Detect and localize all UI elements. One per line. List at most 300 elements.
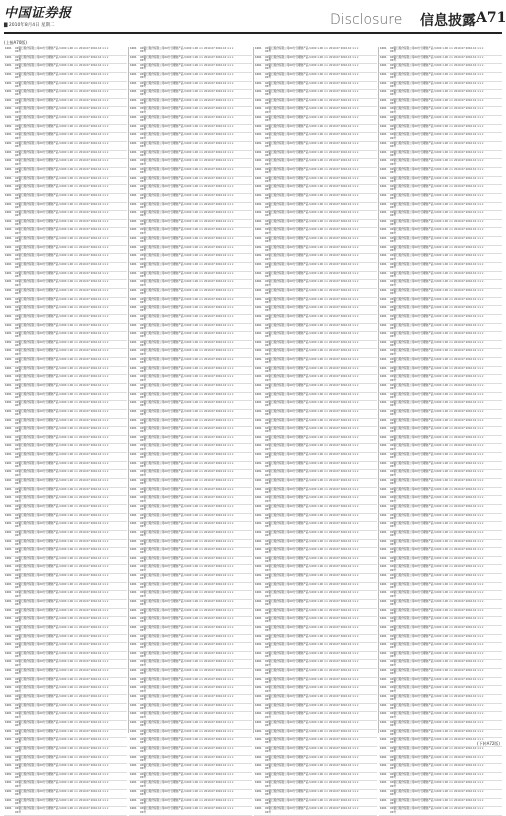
product-code: 1001: [255, 202, 262, 206]
table-row: [4, 531, 127, 540]
product-code: 1001: [5, 530, 12, 534]
product-figures: 3,000 1.00 ×× 2010.07 2010.10 ×××: [434, 366, 484, 370]
table-row: [4, 254, 127, 263]
product-name: XX银行股份有限公司XX分行理财产品XX号: [140, 90, 184, 97]
product-figures: 3,000 1.00 ×× 2010.07 2010.10 ×××: [59, 211, 109, 215]
product-figures: 3,000 1.00 ×× 2010.07 2010.10 ×××: [184, 712, 234, 716]
product-code: 1001: [380, 193, 387, 197]
product-figures: 3,000 1.00 ×× 2010.07 2010.10 ×××: [59, 81, 109, 85]
product-code: 1001: [5, 582, 12, 586]
product-figures: 3,000 1.00 ×× 2010.07 2010.10 ×××: [59, 617, 109, 621]
product-figures: 3,000 1.00 ×× 2010.07 2010.10 ×××: [434, 790, 484, 794]
product-figures: 3,000 1.00 ×× 2010.07 2010.10 ×××: [184, 435, 234, 439]
product-code: 1001: [130, 297, 137, 301]
product-figures: 3,000 1.00 ×× 2010.07 2010.10 ×××: [59, 755, 109, 759]
product-code: 1001: [380, 479, 387, 483]
product-code: 1001: [5, 729, 12, 733]
product-figures: 3,000 1.00 ×× 2010.07 2010.10 ×××: [309, 798, 359, 802]
product-name: XX银行股份有限公司XX分行理财产品XX号: [265, 193, 309, 201]
product-code: 1001: [5, 81, 12, 85]
product-figures: 3,000 1.00 ×× 2010.07 2010.10 ×××: [59, 159, 109, 163]
product-code: 1001: [255, 427, 262, 431]
product-code: 1001: [255, 738, 262, 742]
product-code: 1001: [130, 142, 137, 146]
product-name: XX银行股份有限公司XX分行理财产品XX号: [140, 729, 184, 736]
product-code: 1001: [5, 738, 12, 742]
product-figures: 3,000 1.00 ×× 2010.07 2010.10 ×××: [59, 487, 109, 491]
product-figures: 3,000 1.00 ×× 2010.07 2010.10 ×××: [184, 669, 234, 673]
table-row: [254, 453, 377, 462]
table-row: [4, 721, 127, 730]
product-name: XX银行股份有限公司XX分行理财产品XX号: [265, 755, 309, 762]
product-code: 1001: [255, 280, 262, 284]
product-figures: 3,000 1.00 ×× 2010.07 2010.10 ×××: [184, 600, 234, 603]
table-row: [254, 531, 377, 540]
table-row: [129, 64, 252, 73]
product-figures: 3,000 1.00 ×× 2010.07 2010.10 ×××: [434, 418, 484, 422]
table-row: [254, 427, 377, 436]
table-row: [254, 548, 377, 557]
product-code: 1001: [130, 263, 137, 267]
table-row: [4, 280, 127, 289]
table-row: [379, 626, 502, 635]
product-name: XX银行股份有限公司XX分行理财产品XX号: [390, 314, 434, 322]
product-name: XX银行股份有限公司XX分行理财产品XX号: [15, 582, 59, 589]
product-figures: 3,000 1.00 ×× 2010.07 2010.10 ×××: [59, 90, 109, 94]
product-code: 1001: [380, 116, 387, 120]
table-row: [254, 669, 377, 678]
product-code: 1001: [5, 461, 12, 465]
product-code: 1001: [380, 72, 387, 76]
product-figures: 3,000 1.00 ×× 2010.07 2010.10 ×××: [434, 409, 484, 413]
table-row: [4, 643, 127, 652]
product-code: 1001: [255, 548, 262, 552]
product-name: XX银行股份有限公司XX分行理财产品XX号: [15, 807, 59, 814]
table-row: [379, 548, 502, 557]
table-row: [379, 470, 502, 479]
table-row: [254, 315, 377, 324]
product-figures: 3,000 1.00 ×× 2010.07 2010.10 ×××: [59, 254, 109, 258]
product-name: XX银行股份有限公司XX分行理财产品XX号: [15, 651, 59, 659]
product-figures: 3,000 1.00 ×× 2010.07 2010.10 ×××: [309, 669, 359, 673]
table-row: [254, 306, 377, 315]
product-figures: 3,000 1.00 ×× 2010.07 2010.10 ×××: [184, 237, 234, 241]
product-name: XX银行股份有限公司XX分行理财产品XX号: [15, 375, 59, 382]
product-figures: 3,000 1.00 ×× 2010.07 2010.10 ×××: [59, 798, 109, 802]
product-figures: 3,000 1.00 ×× 2010.07 2010.10 ×××: [309, 185, 359, 189]
product-name: XX银行股份有限公司XX分行理财产品XX号: [15, 479, 59, 486]
product-name: XX银行股份有限公司XX分行理财产品XX号: [390, 98, 434, 106]
product-code: 1001: [380, 245, 387, 249]
product-name: XX银行股份有限公司XX分行理财产品XX号: [140, 366, 184, 373]
table-row: [129, 643, 252, 652]
product-figures: 3,000 1.00 ×× 2010.07 2010.10 ×××: [434, 383, 484, 387]
product-figures: 3,000 1.00 ×× 2010.07 2010.10 ×××: [434, 297, 484, 301]
product-name: XX银行股份有限公司XX分行理财产品XX号: [140, 245, 184, 252]
table-row: [379, 781, 502, 790]
table-row: [254, 496, 377, 505]
table-row: [4, 574, 127, 583]
product-figures: 3,000 1.00 ×× 2010.07 2010.10 ×××: [309, 202, 359, 206]
table-row: [379, 522, 502, 531]
table-row: [129, 107, 252, 116]
product-name: XX银行股份有限公司XX分行理财产品XX号: [390, 712, 434, 719]
product-figures: 3,000 1.00 ×× 2010.07 2010.10 ×××: [59, 556, 109, 560]
product-figures: 3,000 1.00 ×× 2010.07 2010.10 ×××: [184, 245, 234, 249]
table-row: [379, 176, 502, 189]
product-figures: 3,000 1.00 ×× 2010.07 2010.10 ×××: [309, 159, 359, 163]
product-name: XX银行股份有限公司XX分行理财产品XX号: [265, 349, 309, 356]
product-figures: 3,000 1.00 ×× 2010.07 2010.10 ×××: [184, 764, 234, 768]
product-name: XX银行股份有限公司XX分行理财产品XX号: [390, 271, 434, 278]
product-figures: 3,000 1.00 ×× 2010.07 2010.10 ×××: [434, 254, 484, 258]
product-name: XX银行股份有限公司XX分行理财产品XX号: [390, 643, 434, 650]
product-name: XX银行股份有限公司XX分行理财产品XX号: [265, 591, 309, 598]
product-name: XX银行股份有限公司XX分行理财产品XX号: [140, 142, 184, 149]
product-figures: 3,000 1.00 ×× 2010.07 2010.10 ×××: [184, 142, 234, 146]
table-row: [379, 228, 502, 237]
product-name: XX银行股份有限公司XX分行理财产品XX号: [140, 461, 184, 468]
product-code: 1001: [130, 556, 137, 560]
product-name: XX银行股份有限公司XX分行理财产品XX号: [265, 807, 309, 814]
product-figures: 3,000 1.00 ×× 2010.07 2010.10 ×××: [309, 513, 359, 517]
product-name: XX银行股份有限公司XX分行理财产品XX号: [265, 738, 309, 745]
product-name: XX银行股份有限公司XX分行理财产品XX号: [390, 539, 434, 546]
table-row: [379, 280, 502, 289]
product-figures: 3,000 1.00 ×× 2010.07 2010.10 ×××: [309, 64, 359, 68]
product-name: XX银行股份有限公司XX分行理财产品XX号: [15, 781, 59, 788]
product-figures: 3,000 1.00 ×× 2010.07 2010.10 ×××: [59, 444, 109, 448]
table-row: [254, 790, 377, 799]
table-row: [129, 764, 252, 773]
product-figures: 3,000 1.00 ×× 2010.07 2010.10 ×××: [184, 358, 234, 362]
product-code: 1001: [380, 254, 387, 258]
table-row: [379, 643, 502, 652]
product-code: 1001: [255, 600, 262, 603]
table-row: [129, 418, 252, 431]
product-figures: 3,000 1.00 ×× 2010.07 2010.10 ×××: [434, 444, 484, 448]
product-name: XX银行股份有限公司XX分行理财产品XX号: [15, 565, 59, 572]
product-name: XX银行股份有限公司XX分行理财产品XX号: [15, 332, 59, 339]
product-code: 1001: [5, 764, 12, 768]
product-figures: 3,000 1.00 ×× 2010.07 2010.10 ×××: [309, 479, 359, 483]
product-code: 1001: [255, 133, 262, 137]
table-row: [129, 349, 252, 358]
product-figures: 3,000 1.00 ×× 2010.07 2010.10 ×××: [309, 81, 359, 85]
product-code: 1001: [380, 746, 387, 750]
product-figures: 3,000 1.00 ×× 2010.07 2010.10 ×××: [434, 211, 484, 215]
product-code: 1001: [380, 625, 387, 629]
product-figures: 3,000 1.00 ×× 2010.07 2010.10 ×××: [434, 314, 484, 318]
product-figures: 3,000 1.00 ×× 2010.07 2010.10 ×××: [309, 323, 359, 327]
product-figures: 3,000 1.00 ×× 2010.07 2010.10 ×××: [59, 228, 109, 232]
product-figures: 3,000 1.00 ×× 2010.07 2010.10 ×××: [309, 539, 359, 543]
product-code: 1001: [5, 349, 12, 353]
table-row: [379, 237, 502, 246]
product-figures: 3,000 1.00 ×× 2010.07 2010.10 ×××: [434, 522, 484, 526]
table-row: [129, 505, 252, 514]
product-code: 1001: [130, 427, 137, 431]
product-name: XX银行股份有限公司XX分行理财产品XX号: [140, 504, 184, 512]
product-code: 1001: [255, 729, 262, 733]
product-name: XX银行股份有限公司XX分行理财产品XX号: [140, 608, 184, 615]
table-row: [129, 263, 252, 272]
table-row: [254, 289, 377, 298]
product-figures: 3,000 1.00 ×× 2010.07 2010.10 ×××: [184, 72, 234, 76]
table-row: [4, 747, 127, 756]
product-name: XX银行股份有限公司XX分行理财产品XX号: [265, 107, 309, 114]
product-name: XX银行股份有限公司XX分行理财产品XX号: [265, 340, 309, 347]
product-code: 1001: [5, 453, 12, 457]
product-code: 1001: [5, 600, 12, 603]
product-name: XX银行股份有限公司XX分行理财产品XX号: [15, 444, 59, 451]
product-code: 1001: [5, 323, 12, 327]
product-name: XX银行股份有限公司XX分行理财产品XX号: [265, 81, 309, 88]
table-row: [129, 323, 252, 336]
product-name: XX银行股份有限公司XX分行理财产品XX号: [390, 461, 434, 468]
product-figures: 3,000 1.00 ×× 2010.07 2010.10 ×××: [434, 781, 484, 785]
product-figures: 3,000 1.00 ×× 2010.07 2010.10 ×××: [309, 176, 359, 180]
product-code: 1001: [130, 47, 137, 50]
product-code: 1001: [5, 798, 12, 802]
product-name: XX银行股份有限公司XX分行理财产品XX号: [140, 677, 184, 684]
product-name: XX银行股份有限公司XX分行理财产品XX号: [390, 64, 434, 71]
product-name: XX银行股份有限公司XX分行理财产品XX号: [15, 617, 59, 624]
table-row: [254, 176, 377, 189]
product-name: XX银行股份有限公司XX分行理财产品XX号: [390, 513, 434, 520]
product-name: XX银行股份有限公司XX分行理财产品XX号: [140, 55, 184, 62]
product-code: 1001: [380, 142, 387, 146]
product-name: XX银行股份有限公司XX分行理财产品XX号: [15, 755, 59, 762]
product-figures: 3,000 1.00 ×× 2010.07 2010.10 ×××: [184, 798, 234, 802]
table-row: [129, 444, 252, 453]
product-figures: 3,000 1.00 ×× 2010.07 2010.10 ×××: [59, 349, 109, 353]
product-figures: 3,000 1.00 ×× 2010.07 2010.10 ×××: [184, 617, 234, 621]
product-name: XX银行股份有限公司XX分行理财产品XX号: [390, 323, 434, 330]
product-figures: 3,000 1.00 ×× 2010.07 2010.10 ×××: [59, 314, 109, 318]
product-code: 1001: [255, 150, 262, 154]
product-code: 1001: [255, 677, 262, 681]
table-row: [129, 254, 252, 263]
product-figures: 3,000 1.00 ×× 2010.07 2010.10 ×××: [59, 790, 109, 794]
product-figures: 3,000 1.00 ×× 2010.07 2010.10 ×××: [434, 548, 484, 552]
product-code: 1001: [130, 340, 137, 344]
table-row: [254, 591, 377, 600]
table-row: [379, 323, 502, 336]
product-figures: 3,000 1.00 ×× 2010.07 2010.10 ×××: [434, 167, 484, 171]
table-row: [379, 712, 502, 721]
product-figures: 3,000 1.00 ×× 2010.07 2010.10 ×××: [309, 772, 359, 776]
product-name: XX银行股份有限公司XX分行理财产品XX号: [15, 280, 59, 287]
product-name: XX银行股份有限公司XX分行理财产品XX号: [15, 677, 59, 684]
product-code: 1001: [255, 444, 262, 448]
product-figures: 3,000 1.00 ×× 2010.07 2010.10 ×××: [434, 738, 484, 742]
table-row: [129, 237, 252, 246]
product-figures: 3,000 1.00 ×× 2010.07 2010.10 ×××: [434, 47, 484, 50]
table-row: [379, 608, 502, 621]
product-code: 1001: [130, 306, 137, 310]
table-row: [254, 297, 377, 310]
table-row: [254, 358, 377, 367]
product-code: 1001: [255, 496, 262, 500]
product-code: 1001: [380, 582, 387, 586]
product-code: 1001: [380, 263, 387, 267]
product-figures: 3,000 1.00 ×× 2010.07 2010.10 ×××: [434, 669, 484, 673]
table-row: [4, 90, 127, 99]
product-figures: 3,000 1.00 ×× 2010.07 2010.10 ×××: [309, 582, 359, 586]
product-figures: 3,000 1.00 ×× 2010.07 2010.10 ×××: [434, 582, 484, 586]
product-figures: 3,000 1.00 ×× 2010.07 2010.10 ×××: [309, 340, 359, 344]
product-name: XX银行股份有限公司XX分行理财产品XX号: [390, 790, 434, 797]
product-name: XX银行股份有限公司XX分行理财产品XX号: [390, 651, 434, 659]
product-code: 1001: [5, 556, 12, 560]
product-name: XX银行股份有限公司XX分行理财产品XX号: [15, 306, 59, 313]
product-figures: 3,000 1.00 ×× 2010.07 2010.10 ×××: [309, 349, 359, 353]
product-name: XX银行股份有限公司XX分行理财产品XX号: [15, 98, 59, 106]
table-row: [129, 513, 252, 526]
product-figures: 3,000 1.00 ×× 2010.07 2010.10 ×××: [59, 47, 109, 50]
table-row: [254, 418, 377, 431]
product-code: 1001: [380, 219, 387, 223]
product-code: 1001: [255, 522, 262, 526]
product-code: 1001: [255, 72, 262, 76]
product-code: 1001: [5, 539, 12, 543]
product-name: XX银行股份有限公司XX分行理财产品XX号: [15, 409, 59, 417]
product-name: XX银行股份有限公司XX分行理财产品XX号: [15, 591, 59, 598]
product-name: XX银行股份有限公司XX分行理财产品XX号: [265, 712, 309, 719]
product-name: XX银行股份有限公司XX分行理财产品XX号: [265, 600, 309, 607]
product-figures: 3,000 1.00 ×× 2010.07 2010.10 ×××: [434, 176, 484, 180]
product-name: XX银行股份有限公司XX分行理财产品XX号: [140, 625, 184, 633]
table-row: [129, 695, 252, 704]
product-name: XX银行股份有限公司XX分行理财产品XX号: [15, 81, 59, 88]
product-code: 1001: [255, 418, 262, 422]
product-figures: 3,000 1.00 ×× 2010.07 2010.10 ×××: [309, 401, 359, 405]
product-name: XX银行股份有限公司XX分行理财产品XX号: [140, 340, 184, 347]
product-figures: 3,000 1.00 ×× 2010.07 2010.10 ×××: [309, 522, 359, 526]
product-code: 1001: [5, 669, 12, 673]
product-figures: 3,000 1.00 ×× 2010.07 2010.10 ×××: [434, 712, 484, 716]
table-row: [4, 289, 127, 298]
product-code: 1001: [380, 790, 387, 794]
table-row: [379, 211, 502, 220]
product-name: XX银行股份有限公司XX分行理财产品XX号: [265, 167, 309, 175]
table-row: [254, 764, 377, 773]
product-code: 1001: [130, 193, 137, 197]
product-name: XX银行股份有限公司XX分行理财产品XX号: [265, 418, 309, 425]
table-row: [129, 712, 252, 721]
product-name: XX银行股份有限公司XX分行理财产品XX号: [140, 349, 184, 356]
product-name: XX银行股份有限公司XX分行理财产品XX号: [15, 72, 59, 80]
product-figures: 3,000 1.00 ×× 2010.07 2010.10 ×××: [184, 176, 234, 180]
product-code: 1001: [130, 461, 137, 465]
product-code: 1001: [5, 254, 12, 258]
product-figures: 3,000 1.00 ×× 2010.07 2010.10 ×××: [309, 193, 359, 197]
product-name: XX银行股份有限公司XX分行理财产品XX号: [140, 444, 184, 451]
product-name: XX银行股份有限公司XX分行理财产品XX号: [265, 427, 309, 434]
product-figures: 3,000 1.00 ×× 2010.07 2010.10 ×××: [309, 444, 359, 448]
product-code: 1001: [380, 444, 387, 448]
product-code: 1001: [255, 539, 262, 543]
product-figures: 3,000 1.00 ×× 2010.07 2010.10 ×××: [59, 263, 109, 267]
product-code: 1001: [5, 219, 12, 223]
table-row: [254, 332, 377, 341]
product-figures: 3,000 1.00 ×× 2010.07 2010.10 ×××: [309, 142, 359, 146]
product-code: 1001: [5, 167, 12, 171]
product-name: XX银行股份有限公司XX分行理财产品XX号: [140, 401, 184, 408]
table-row: [254, 686, 377, 695]
product-figures: 3,000 1.00 ×× 2010.07 2010.10 ×××: [59, 142, 109, 146]
product-figures: 3,000 1.00 ×× 2010.07 2010.10 ×××: [434, 496, 484, 500]
product-name: XX银行股份有限公司XX分行理财产品XX号: [15, 548, 59, 555]
product-code: 1001: [130, 176, 137, 180]
continued-label: (上接A70版): [4, 40, 27, 45]
product-code: 1001: [5, 686, 12, 690]
product-code: 1001: [380, 409, 387, 413]
product-figures: 3,000 1.00 ×× 2010.07 2010.10 ×××: [309, 720, 359, 724]
table-row: [254, 539, 377, 552]
product-code: 1001: [380, 159, 387, 163]
product-code: 1001: [380, 634, 387, 638]
product-name: XX银行股份有限公司XX分行理财产品XX号: [390, 202, 434, 209]
product-name: XX银行股份有限公司XX分行理财产品XX号: [15, 228, 59, 235]
product-code: 1001: [380, 461, 387, 465]
product-code: 1001: [130, 738, 137, 742]
product-code: 1001: [255, 401, 262, 405]
product-figures: 3,000 1.00 ×× 2010.07 2010.10 ×××: [59, 496, 109, 500]
product-code: 1001: [255, 245, 262, 249]
product-code: 1001: [5, 651, 12, 655]
table-row: [4, 323, 127, 336]
product-figures: 3,000 1.00 ×× 2010.07 2010.10 ×××: [434, 288, 484, 292]
table-row: [4, 133, 127, 142]
product-figures: 3,000 1.00 ×× 2010.07 2010.10 ×××: [59, 340, 109, 344]
product-figures: 3,000 1.00 ×× 2010.07 2010.10 ×××: [184, 314, 234, 318]
product-name: XX银行股份有限公司XX分行理财产品XX号: [140, 72, 184, 80]
product-code: 1001: [5, 383, 12, 387]
product-figures: 3,000 1.00 ×× 2010.07 2010.10 ×××: [434, 245, 484, 249]
product-figures: 3,000 1.00 ×× 2010.07 2010.10 ×××: [184, 133, 234, 137]
product-figures: 3,000 1.00 ×× 2010.07 2010.10 ×××: [434, 90, 484, 94]
product-code: 1001: [380, 375, 387, 379]
product-code: 1001: [255, 340, 262, 344]
product-figures: 3,000 1.00 ×× 2010.07 2010.10 ×××: [309, 435, 359, 439]
product-code: 1001: [255, 643, 262, 647]
product-figures: 3,000 1.00 ×× 2010.07 2010.10 ×××: [59, 686, 109, 690]
product-figures: 3,000 1.00 ×× 2010.07 2010.10 ×××: [59, 660, 109, 664]
product-name: XX银行股份有限公司XX分行理财产品XX号: [140, 332, 184, 339]
table-row: [4, 444, 127, 453]
product-figures: 3,000 1.00 ×× 2010.07 2010.10 ×××: [309, 254, 359, 258]
product-code: 1001: [380, 314, 387, 318]
product-name: XX银行股份有限公司XX分行理财产品XX号: [140, 64, 184, 71]
product-figures: 3,000 1.00 ×× 2010.07 2010.10 ×××: [184, 323, 234, 327]
section-title-cn: 信息披露: [420, 13, 476, 29]
product-name: XX银行股份有限公司XX分行理财产品XX号: [390, 755, 434, 762]
product-figures: 3,000 1.00 ×× 2010.07 2010.10 ×××: [59, 746, 109, 750]
product-figures: 3,000 1.00 ×× 2010.07 2010.10 ×××: [309, 219, 359, 223]
product-code: 1001: [5, 314, 12, 318]
product-name: XX银行股份有限公司XX分行理财产品XX号: [15, 124, 59, 131]
product-code: 1001: [130, 366, 137, 370]
product-name: XX银行股份有限公司XX分行理财产品XX号: [140, 755, 184, 762]
product-figures: 3,000 1.00 ×× 2010.07 2010.10 ×××: [309, 297, 359, 301]
product-name: XX银行股份有限公司XX分行理财产品XX号: [140, 133, 184, 140]
product-code: 1001: [380, 107, 387, 111]
product-code: 1001: [130, 133, 137, 137]
product-name: XX银行股份有限公司XX分行理财产品XX号: [140, 297, 184, 304]
product-code: 1001: [5, 617, 12, 621]
